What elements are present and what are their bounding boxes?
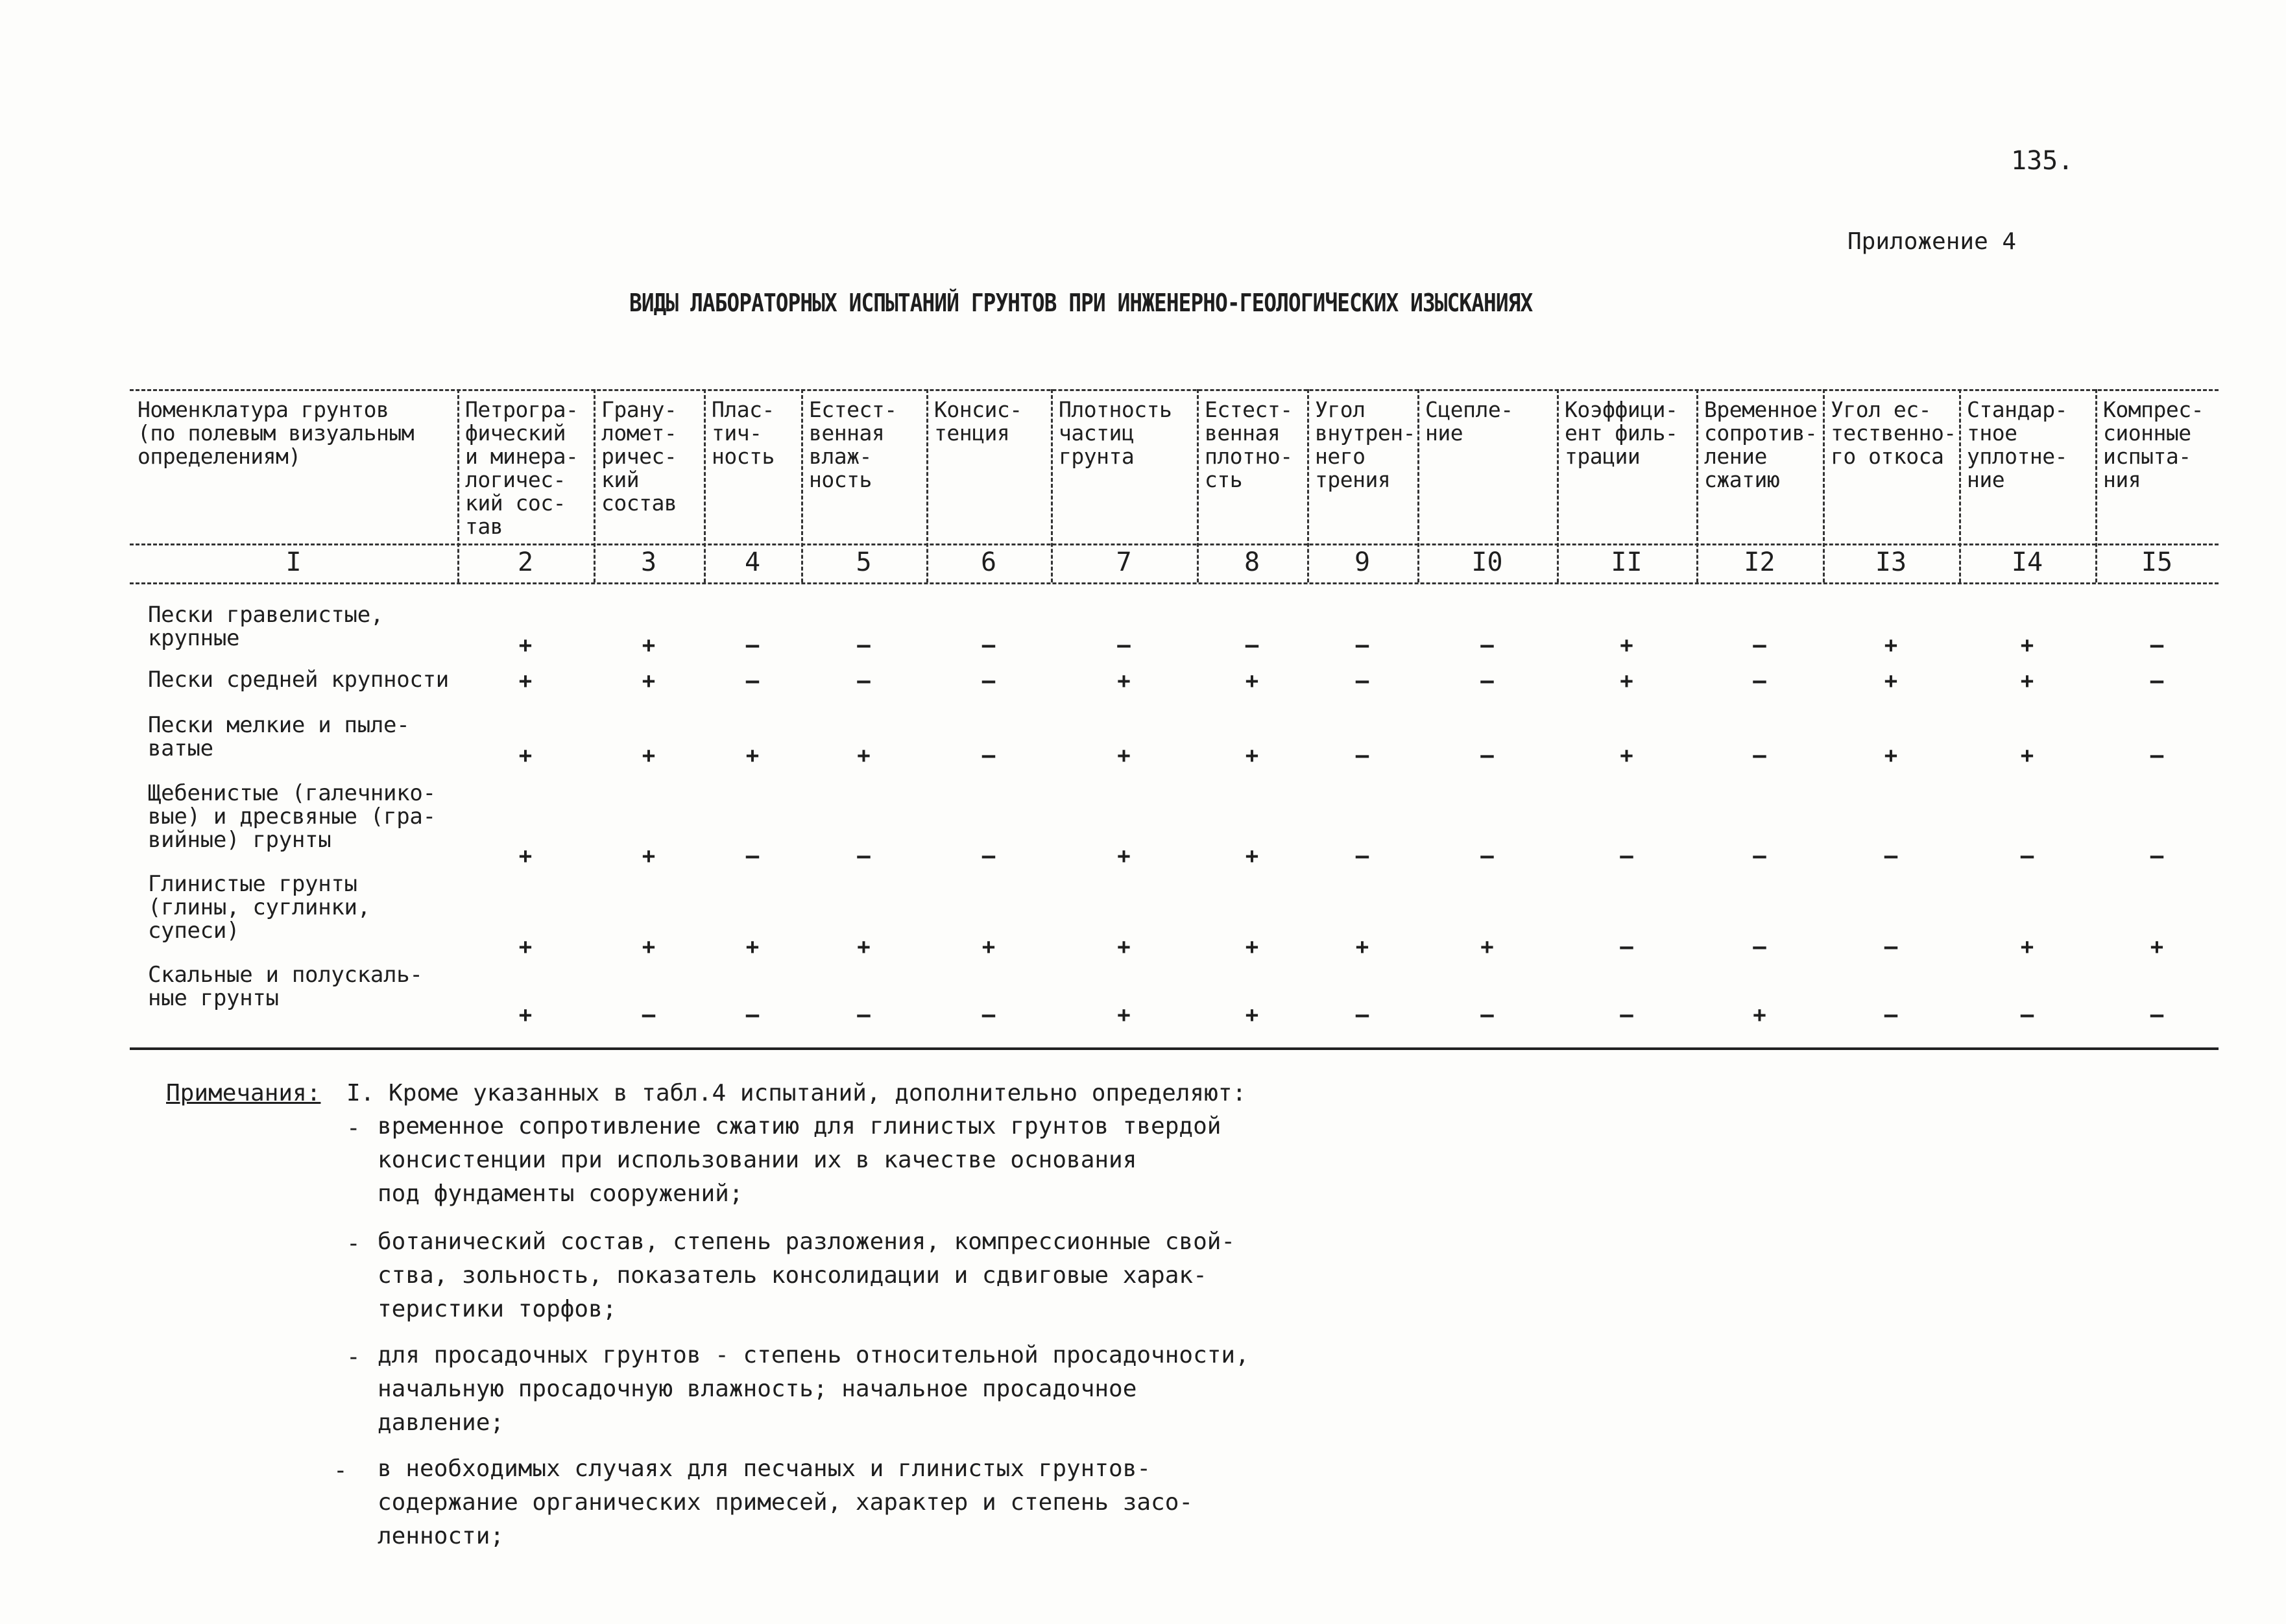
column-number: I0 — [1471, 547, 1503, 577]
plus-mark: + — [2020, 632, 2034, 658]
plus-mark: + — [518, 843, 533, 869]
plus-mark: + — [1480, 934, 1494, 960]
column-header: Номенклатура грунтов (по полевым визуальным определениям) — [138, 397, 415, 469]
column-number: 4 — [744, 547, 761, 577]
column-header: Петрогра- фический и минера- логичес- кий сос- тав — [465, 397, 579, 539]
minus-mark: – — [745, 843, 760, 869]
column-header: Сцепле- ние — [1425, 397, 1513, 446]
plus-mark: + — [1245, 934, 1259, 960]
plus-mark: + — [2150, 934, 2164, 960]
plus-mark: + — [981, 934, 996, 960]
minus-mark: – — [1753, 843, 1766, 869]
lab-tests-table — [130, 389, 2219, 1051]
plus-mark: + — [1355, 934, 1369, 960]
column-number: 7 — [1116, 547, 1132, 577]
column-header: Компрес- сионные испыта- ния — [2103, 397, 2204, 492]
minus-mark: – — [1117, 632, 1131, 658]
minus-mark: – — [1355, 632, 1369, 658]
column-number: 6 — [980, 547, 997, 577]
column-header: Естест- венная плотно- сть — [1205, 397, 1293, 492]
number-row-border — [130, 582, 2219, 584]
minus-mark: – — [2150, 668, 2164, 694]
note-bullet: - — [346, 1230, 361, 1257]
table-top-border — [130, 389, 2219, 391]
minus-mark: – — [745, 668, 760, 694]
minus-mark: – — [2020, 843, 2034, 869]
note-item: в необходимых случаях для песчаных и глинистых грунтов- содержание органических примесей, характер и степень засо- ленности; — [378, 1455, 1194, 1549]
minus-mark: – — [1355, 668, 1369, 694]
column-header: Временное сопротив- ление сжатию — [1704, 397, 1818, 492]
plus-mark: + — [1117, 843, 1131, 869]
minus-mark: – — [1480, 632, 1494, 658]
minus-mark: – — [1480, 743, 1494, 769]
row-label: Пески средней крупности — [148, 667, 449, 693]
minus-mark: – — [1620, 934, 1633, 960]
column-header: Угол ес- тественно- го откоса — [1831, 397, 1956, 469]
plus-mark: + — [1117, 668, 1131, 694]
minus-mark: – — [1753, 743, 1766, 769]
plus-mark: + — [1245, 668, 1259, 694]
plus-mark: + — [642, 632, 656, 658]
page-number: 135. — [2011, 146, 2074, 176]
column-header: Плас- тич- ность — [712, 397, 775, 469]
minus-mark: – — [857, 843, 871, 869]
page-title: ВИДЫ ЛАБОРАТОРНЫХ ИСПЫТАНИЙ ГРУНТОВ ПРИ ИНЖЕНЕРНО-ГЕОЛОГИЧЕСКИХ ИЗЫСКАНИЯХ — [629, 289, 1533, 317]
notes-label: Примечания: — [166, 1080, 321, 1106]
plus-mark: + — [1884, 632, 1898, 658]
minus-mark: – — [745, 1002, 760, 1028]
plus-mark: + — [1620, 743, 1633, 769]
plus-mark: + — [857, 934, 871, 960]
minus-mark: – — [2150, 743, 2164, 769]
column-number: I — [285, 547, 302, 577]
plus-mark: + — [518, 743, 533, 769]
minus-mark: – — [2150, 843, 2164, 869]
minus-mark: – — [857, 668, 871, 694]
plus-mark: + — [1620, 668, 1633, 694]
minus-mark: – — [1753, 934, 1766, 960]
minus-mark: – — [981, 743, 996, 769]
plus-mark: + — [518, 1002, 533, 1028]
row-label: Пески гравелистые, крупные — [148, 602, 384, 651]
minus-mark: – — [745, 632, 760, 658]
column-number: I3 — [1875, 547, 1907, 577]
minus-mark: – — [2150, 1002, 2164, 1028]
column-number: 5 — [856, 547, 872, 577]
table-bottom-border — [130, 1047, 2219, 1050]
column-header: Угол внутрен- него трения — [1315, 397, 1415, 492]
plus-mark: + — [642, 743, 656, 769]
column-number: I2 — [1744, 547, 1775, 577]
plus-mark: + — [1117, 743, 1131, 769]
plus-mark: + — [642, 843, 656, 869]
note-bullet: - — [346, 1344, 361, 1370]
minus-mark: – — [1480, 668, 1494, 694]
minus-mark: – — [1753, 632, 1766, 658]
minus-mark: – — [981, 632, 996, 658]
plus-mark: + — [1884, 668, 1898, 694]
plus-mark: + — [1753, 1002, 1766, 1028]
minus-mark: – — [1884, 1002, 1898, 1028]
column-number: I5 — [2141, 547, 2173, 577]
minus-mark: – — [1355, 843, 1369, 869]
plus-mark: + — [857, 743, 871, 769]
minus-mark: – — [857, 1002, 871, 1028]
column-header: Консис- тенция — [934, 397, 1022, 446]
minus-mark: – — [981, 1002, 996, 1028]
minus-mark: – — [857, 632, 871, 658]
minus-mark: – — [642, 1002, 656, 1028]
header-bottom-border — [130, 543, 2219, 545]
row-label: Щебенистые (галечнико- вые) и дресвяные (гра- вийные) грунты — [148, 780, 436, 853]
plus-mark: + — [642, 934, 656, 960]
plus-mark: + — [1884, 743, 1898, 769]
note-item: временное сопротивление сжатию для глинистых грунтов твердой консистенции при использовании их в качестве основания под фундаменты сооружений; — [378, 1113, 1221, 1207]
column-number: 8 — [1244, 547, 1260, 577]
plus-mark: + — [518, 934, 533, 960]
column-header: Плотность частиц грунта — [1059, 397, 1172, 469]
column-number: II — [1611, 547, 1642, 577]
column-header: Естест- венная влаж- ность — [809, 397, 897, 492]
minus-mark: – — [1620, 843, 1633, 869]
minus-mark: – — [1884, 934, 1898, 960]
plus-mark: + — [518, 668, 533, 694]
minus-mark: – — [981, 843, 996, 869]
plus-mark: + — [1117, 1002, 1131, 1028]
plus-mark: + — [1245, 843, 1259, 869]
plus-mark: + — [1117, 934, 1131, 960]
minus-mark: – — [981, 668, 996, 694]
minus-mark: – — [1355, 1002, 1369, 1028]
plus-mark: + — [2020, 743, 2034, 769]
minus-mark: – — [2150, 632, 2164, 658]
column-header: Грану- ломет- ричес- кий состав — [601, 397, 677, 516]
plus-mark: + — [2020, 934, 2034, 960]
plus-mark: + — [1245, 743, 1259, 769]
minus-mark: – — [1355, 743, 1369, 769]
note-bullet: - — [333, 1457, 348, 1484]
plus-mark: + — [745, 934, 760, 960]
plus-mark: + — [2020, 668, 2034, 694]
column-number: 3 — [640, 547, 657, 577]
notes-intro: I. Кроме указанных в табл.4 испытаний, дополнительно определяют: — [346, 1080, 1247, 1106]
minus-mark: – — [1480, 843, 1494, 869]
minus-mark: – — [1753, 668, 1766, 694]
plus-mark: + — [518, 632, 533, 658]
note-item: ботанический состав, степень разложения, компрессионные свой- ства, зольность, показатель консолидации и сдвиговые харак- теристики торфов; — [378, 1228, 1236, 1322]
note-bullet: - — [346, 1115, 361, 1141]
column-header: Стандар- тное уплотне- ние — [1967, 397, 2067, 492]
minus-mark: – — [1884, 843, 1898, 869]
column-header: Коэффици- ент филь- трации — [1565, 397, 1678, 469]
minus-mark: – — [1480, 1002, 1494, 1028]
column-number: 2 — [517, 547, 534, 577]
plus-mark: + — [1620, 632, 1633, 658]
minus-mark: – — [1245, 632, 1259, 658]
appendix-label: Приложение 4 — [1847, 228, 2017, 255]
row-label: Пески мелкие и пыле- ватые — [148, 712, 410, 761]
plus-mark: + — [745, 743, 760, 769]
minus-mark: – — [2020, 1002, 2034, 1028]
note-item: для просадочных грунтов - степень относительной просадочности, начальную просадочную влажность; начальное просадочное давление; — [378, 1342, 1249, 1436]
row-label: Глинистые грунты (глины, суглинки, супеси) — [148, 871, 370, 944]
column-number: I4 — [2011, 547, 2043, 577]
column-number: 9 — [1354, 547, 1371, 577]
minus-mark: – — [1620, 1002, 1633, 1028]
plus-mark: + — [642, 668, 656, 694]
row-label: Скальные и полускаль- ные грунты — [148, 962, 423, 1011]
plus-mark: + — [1245, 1002, 1259, 1028]
